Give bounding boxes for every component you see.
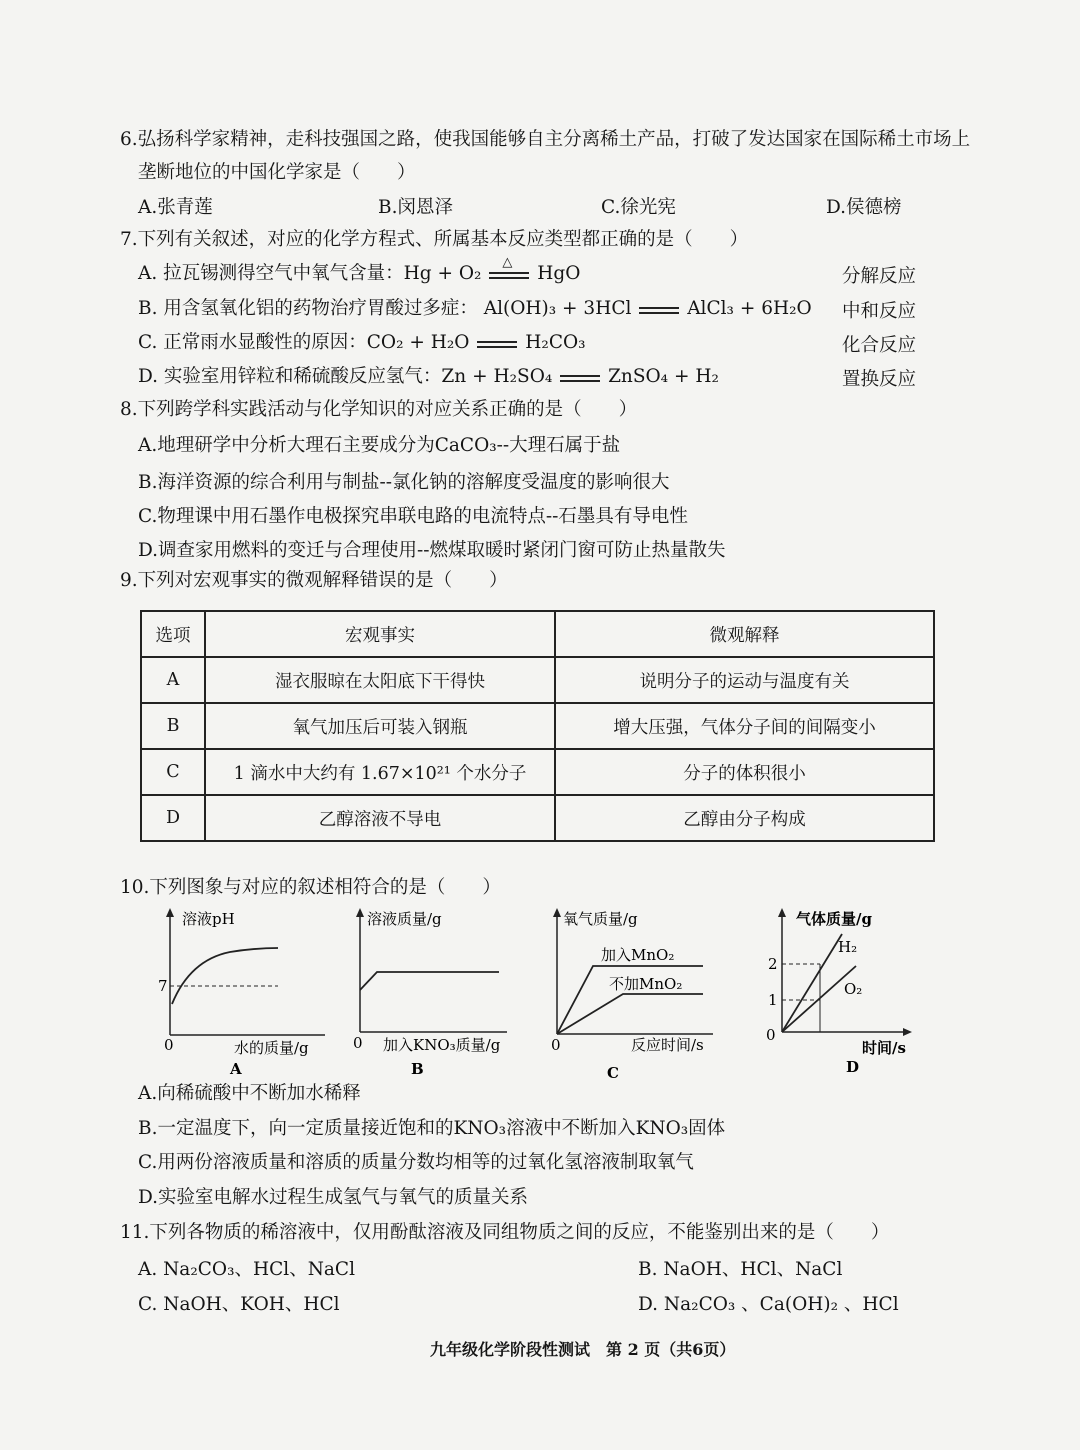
- q10-option-b: B.一定温度下，向一定质量接近饱和的KNO₃溶液中不断加入KNO₃固体: [138, 1118, 726, 1139]
- q9-table: [140, 610, 935, 842]
- q7-option-d-type: 置换反应: [842, 369, 917, 390]
- equation-arrow: [637, 300, 681, 318]
- graph-b: [345, 900, 525, 1080]
- x-axis-label: 水的质量/g: [234, 1039, 309, 1057]
- series-with-mno2-label: 加入MnO₂: [601, 946, 675, 964]
- q11-option-d: D. Na₂CO₃ 、Ca(OH)₂ 、HCl: [638, 1294, 899, 1315]
- graph-letter: D: [846, 1058, 860, 1076]
- q6-option-b: B.闵恩泽: [378, 197, 453, 218]
- table-row: [141, 795, 934, 841]
- equation-arrow: [475, 334, 519, 352]
- y-axis-arrow-icon: [778, 908, 786, 917]
- row-label: C: [141, 749, 205, 795]
- y-axis-arrow-icon: [553, 908, 561, 917]
- q8-stem: 8.下列跨学科实践活动与化学知识的对应关系正确的是（ ）: [120, 399, 638, 420]
- y-axis-label: 溶液pH: [182, 910, 235, 928]
- graph-letter: B: [411, 1060, 424, 1078]
- q7-option-a: [138, 255, 581, 286]
- graph-letter: C: [607, 1064, 619, 1080]
- page-footer: 九年级化学阶段性测试 第 2 页（共6页）: [430, 1340, 736, 1359]
- table-row: [141, 703, 934, 749]
- q7-stem: 7.下列有关叙述，对应的化学方程式、所属基本反应类型都正确的是（ ）: [120, 229, 749, 250]
- micro-explanation: 乙醇由分子构成: [555, 795, 934, 841]
- macro-fact: 1 滴水中大约有 1.67×10²¹ 个水分子: [205, 749, 555, 795]
- q7-option-a-product: HgO: [537, 263, 581, 284]
- q7-option-b-type: 中和反应: [842, 301, 917, 322]
- q7-option-b-text: B. 用含氢氧化铝的药物治疗胃酸过多症： Al(OH)₃ + 3HCl: [138, 298, 632, 319]
- table-row: [141, 657, 934, 703]
- graph-letter: A: [230, 1060, 242, 1078]
- series-o2-label: O₂: [844, 980, 863, 998]
- micro-explanation: 增大压强，气体分子间的间隔变小: [555, 703, 934, 749]
- graph-c: [545, 900, 725, 1080]
- q10-option-c: C.用两份溶液质量和溶质的质量分数均相等的过氧化氢溶液制取氧气: [138, 1152, 694, 1173]
- q8-option-c: C.物理课中用石墨作电极探究串联电路的电流特点--石墨具有导电性: [138, 506, 688, 527]
- macro-fact: 湿衣服晾在太阳底下干得快: [205, 657, 555, 703]
- micro-explanation: 说明分子的运动与温度有关: [555, 657, 934, 703]
- x-axis-arrow-icon: [903, 1028, 912, 1036]
- q10-option-d: D.实验室电解水过程生成氢气与氧气的质量关系: [138, 1187, 529, 1208]
- tick-1: 1: [768, 991, 778, 1009]
- series-h2-label: H₂: [838, 938, 858, 956]
- q7-option-a-text: A. 拉瓦锡测得空气中氧气含量：Hg + O₂: [138, 263, 482, 284]
- origin-label: 0: [353, 1034, 363, 1052]
- q7-option-d: [138, 365, 719, 389]
- q6-stem-line2: 垄断地位的中国化学家是（ ）: [138, 162, 416, 183]
- q6-option-c: C.徐光宪: [601, 197, 676, 218]
- row-label: B: [141, 703, 205, 749]
- x-axis-label: 时间/s: [862, 1039, 906, 1057]
- q7-option-b: [138, 297, 812, 321]
- q7-option-c-type: 化合反应: [842, 335, 917, 356]
- equation-arrow: [487, 255, 531, 283]
- q6-option-a: A.张青莲: [138, 197, 213, 218]
- y-axis-label: 溶液质量/g: [367, 910, 442, 928]
- q11-option-b: B. NaOH、HCl、NaCl: [638, 1259, 843, 1280]
- q7-option-d-text: D. 实验室用锌粒和稀硫酸反应氢气：Zn + H₂SO₄: [138, 366, 553, 387]
- header-micro-explanation: 微观解释: [555, 611, 934, 657]
- tick-7: 7: [158, 977, 168, 995]
- y-axis-arrow-icon: [356, 908, 364, 917]
- q7-option-d-product: ZnSO₄ + H₂: [608, 366, 719, 387]
- x-axis-label: 反应时间/s: [631, 1036, 704, 1054]
- header-option: 选项: [141, 611, 205, 657]
- row-label: A: [141, 657, 205, 703]
- series-without-mno2-label: 不加MnO₂: [609, 975, 683, 993]
- table-header-row: [141, 611, 934, 657]
- q7-option-c-product: H₂CO₃: [525, 332, 586, 353]
- q7-option-b-product: AlCl₃ + 6H₂O: [687, 298, 812, 319]
- heat-condition: △: [502, 255, 513, 270]
- q7-option-a-type: 分解反应: [842, 266, 917, 287]
- origin-label: 0: [766, 1026, 776, 1044]
- q11-option-c: C. NaOH、KOH、HCl: [138, 1294, 340, 1315]
- q8-option-a: A.地理研学中分析大理石主要成分为CaCO₃--大理石属于盐: [138, 435, 621, 456]
- q10-option-a: A.向稀硫酸中不断加水稀释: [138, 1083, 361, 1104]
- y-axis-label: 氧气质量/g: [563, 910, 638, 928]
- ph-curve: [172, 948, 278, 1004]
- tick-2: 2: [768, 955, 778, 973]
- q6-option-d: D.侯德榜: [826, 197, 902, 218]
- origin-label: 0: [551, 1036, 561, 1054]
- q9-stem: 9.下列对宏观事实的微观解释错误的是（ ）: [120, 570, 508, 591]
- q8-option-b: B.海洋资源的综合利用与制盐--氯化钠的溶解度受温度的影响很大: [138, 472, 670, 493]
- y-axis-label: 气体质量/g: [796, 910, 872, 928]
- equation-arrow: [558, 368, 602, 386]
- micro-explanation: 分子的体积很小: [555, 749, 934, 795]
- row-label: D: [141, 795, 205, 841]
- o2-line: [782, 966, 856, 1032]
- graph-d: [760, 900, 930, 1080]
- y-axis-arrow-icon: [166, 908, 174, 917]
- h2-line: [782, 934, 842, 1032]
- q8-option-d: D.调查家用燃料的变迁与合理使用--燃煤取暖时紧闭门窗可防止热量散失: [138, 540, 726, 561]
- solution-mass-line: [360, 972, 499, 990]
- table-row: [141, 749, 934, 795]
- q11-option-a: A. Na₂CO₃、HCl、NaCl: [138, 1259, 355, 1280]
- q10-stem: 10.下列图象与对应的叙述相符合的是（ ）: [120, 877, 501, 898]
- x-axis-label: 加入KNO₃质量/g: [383, 1036, 501, 1054]
- graph-a: [150, 900, 340, 1080]
- macro-fact: 氧气加压后可装入钢瓶: [205, 703, 555, 749]
- origin-label: 0: [164, 1036, 174, 1054]
- q6-stem-line1: 6.弘扬科学家精神，走科技强国之路，使我国能够自主分离稀土产品，打破了发达国家在国际稀土市场上: [120, 129, 971, 150]
- q7-option-c: [138, 331, 586, 355]
- q7-option-c-text: C. 正常雨水显酸性的原因：CO₂ + H₂O: [138, 332, 470, 353]
- macro-fact: 乙醇溶液不导电: [205, 795, 555, 841]
- header-macro-fact: 宏观事实: [205, 611, 555, 657]
- q11-stem: 11.下列各物质的稀溶液中，仅用酚酞溶液及同组物质之间的反应，不能鉴别出来的是（ ）: [120, 1222, 890, 1243]
- without-mno2-line: [557, 994, 703, 1034]
